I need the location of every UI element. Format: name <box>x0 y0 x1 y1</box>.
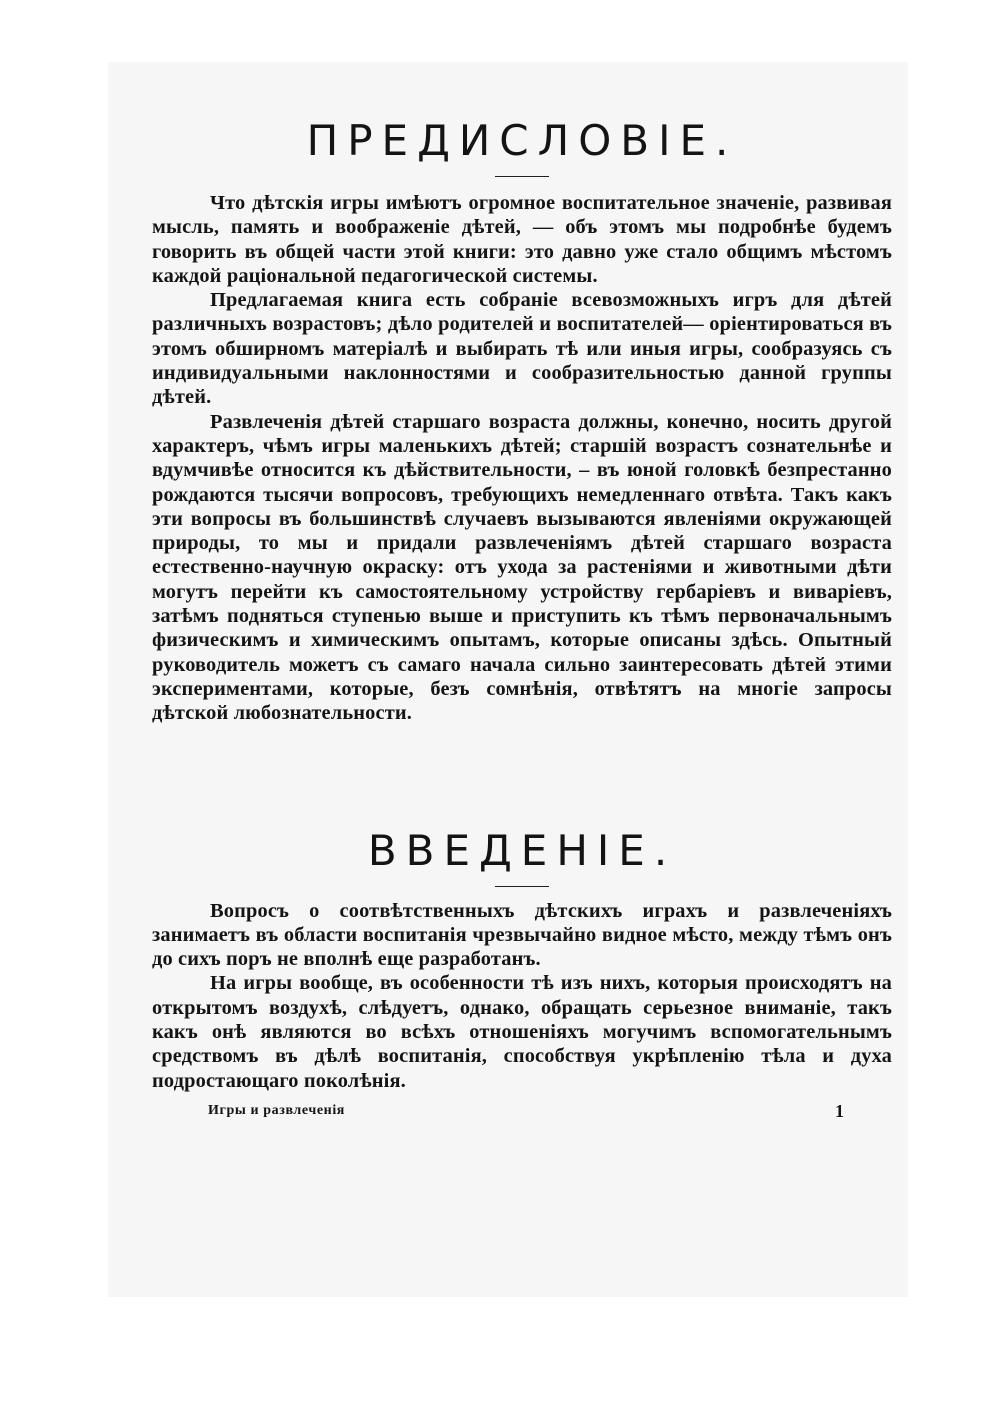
document-page <box>152 112 892 1125</box>
preface-section <box>152 112 892 726</box>
introduction-section <box>152 822 892 1093</box>
page-number: 1 <box>835 1100 844 1121</box>
running-title: Игры и развлеченія <box>208 1102 345 1118</box>
introduction-paragraph: На игры вообще, въ особенности тѣ изъ нихъ, которыя происходятъ на открытомъ воздухѣ, слѣдуетъ, однако, обращать серьезное вниманіе, такъ какъ онѣ являются во всѣхъ отношеніяхъ могучимъ вспомогательнымъ средствомъ въ дѣлѣ воспитанія, способствуя укрѣпленію тѣла и духа подростающаго поколѣнія. <box>152 972 892 1092</box>
preface-paragraph: Что дѣтскія игры имѣютъ огромное воспитательное значеніе, развивая мысль, память и воображеніе дѣтей, — объ этомъ мы подробнѣе будемъ говорить въ общей части этой книги: это давно уже стало общимъ мѣстомъ каждой раціональной педагогической системы. <box>152 192 892 287</box>
preface-title: ПРЕДИСЛОВIЕ. <box>306 116 738 165</box>
page-footer <box>152 1100 892 1125</box>
introduction-paragraph: Вопросъ о соотвѣтственныхъ дѣтскихъ играхъ и развлеченіяхъ занимаетъ въ области воспитанія чрезвычайно видное мѣсто, между тѣмъ онъ до сихъ поръ не вполнѣ еще разработанъ. <box>152 899 892 971</box>
preface-paragraph: Развлеченія дѣтей старшаго возраста должны, конечно, носить другой характеръ, чѣмъ игры маленькихъ дѣтей; старшій возрастъ сознательнѣе и вдумчивѣе относится къ дѣйствительности, – въ юной головкѣ безпрестанно рождаются тысячи вопросовъ, требующихъ немедленнаго отвѣта. Такъ какъ эти вопросы въ большинствѣ случаевъ вызываются явленіями окружающей природы, то мы и придали развлеченіямъ дѣтей старшаго возраста естественно-научную окраску: отъ ухода за растеніями и животными дѣти могутъ перейти къ самостоятельному устройству гербаріевъ и виваріевъ, затѣмъ подняться ступенью выше и приступить къ тѣмъ первоначальнымъ физическимъ и химическимъ опытамъ, которые описаны здѣсь. Опытный руководитель можетъ съ самаго начала сильно заинтересовать дѣтей этими экспериментами, которые, безъ сомнѣнія, отвѣтятъ на многіе запросы дѣтской любознательности. <box>152 410 892 725</box>
title-divider <box>495 176 549 177</box>
title-divider <box>495 886 549 887</box>
preface-paragraph: Предлагаемая книга есть собраніе всевозможныхъ игръ для дѣтей различныхъ возрастовъ; дѣло родителей и воспитателей— оріентироваться въ этомъ обширномъ матеріалѣ и выбирать тѣ или иныя игры, сообразуясь съ индивидуальными наклонностями и сообразительностью данной группы дѣтей. <box>152 289 892 409</box>
introduction-title: ВВЕДЕНIЕ. <box>367 825 677 875</box>
